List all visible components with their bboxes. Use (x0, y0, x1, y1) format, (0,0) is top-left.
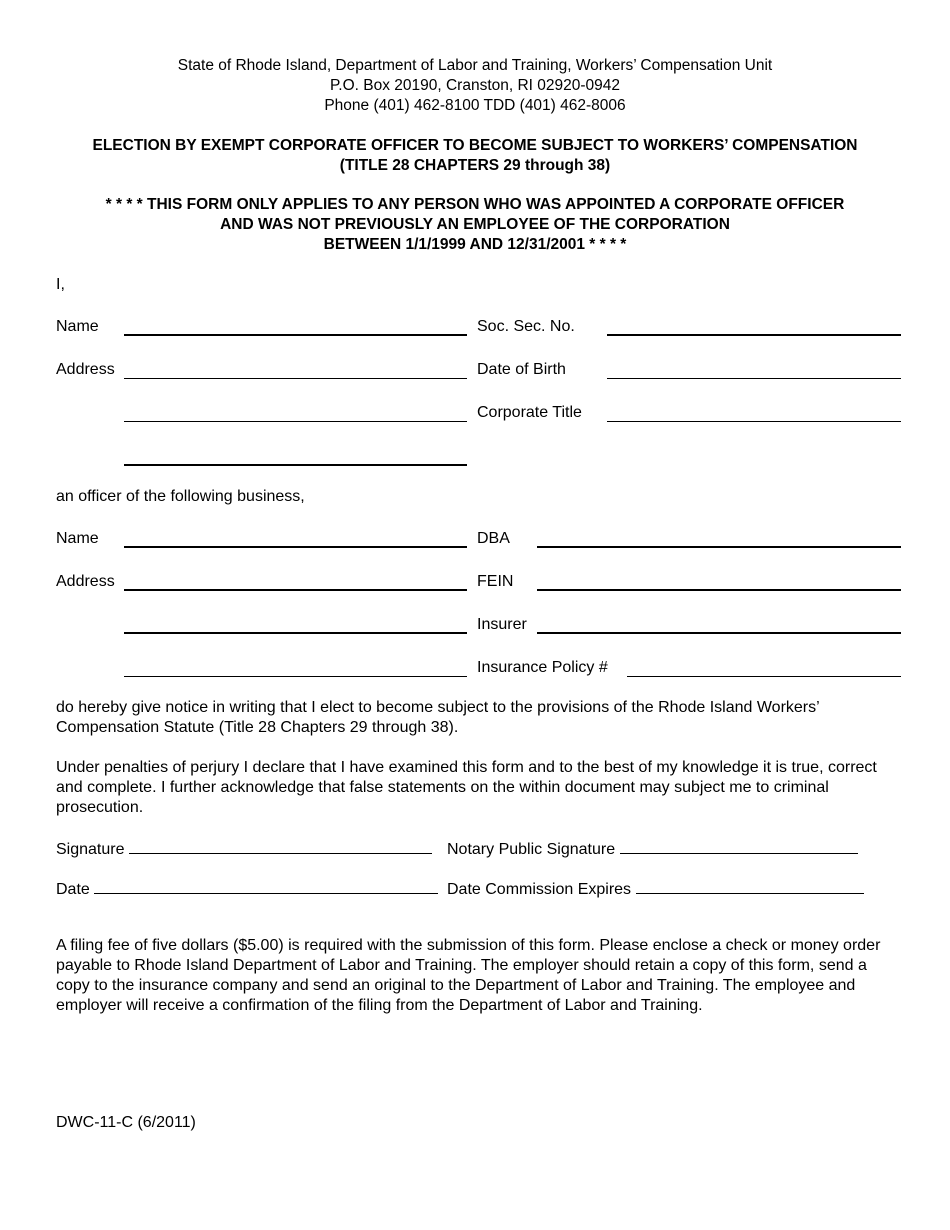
business-insurer-label: Insurer (477, 616, 527, 633)
business-address-field-1[interactable] (124, 589, 467, 591)
notice-line-1: * * * * THIS FORM ONLY APPLIES TO ANY PERSON WHO WAS APPOINTED A CORPORATE OFFICER (105, 196, 845, 213)
perjury-statement: Under penalties of perjury I declare that I have examined this form and to the best of my knowledge it is true, correct and complete. I further acknowledge that false statements on the within document may subject me to criminal prosecution. (56, 759, 877, 816)
officer-dob-field[interactable] (607, 378, 901, 379)
commission-row (447, 877, 864, 900)
business-dba-field[interactable] (537, 546, 901, 548)
business-address-field-2[interactable] (124, 632, 467, 634)
business-fein-field[interactable] (537, 589, 901, 591)
business-fein-label: FEIN (477, 573, 514, 590)
business-address-field-3[interactable] (124, 676, 467, 677)
officer-title-field[interactable] (607, 421, 901, 422)
business-address-label: Address (56, 573, 115, 590)
signature-field[interactable] (129, 837, 432, 854)
business-insurer-field[interactable] (537, 632, 901, 634)
header-address: P.O. Box 20190, Cranston, RI 02920-0942 (329, 77, 621, 94)
date-row (56, 877, 438, 900)
business-policy-label: Insurance Policy # (477, 659, 608, 676)
officer-name-field[interactable] (124, 334, 467, 336)
officer-address-label: Address (56, 361, 115, 378)
date-field[interactable] (94, 877, 438, 894)
commission-expires-label: Date Commission Expires (447, 881, 632, 898)
election-statement: do hereby give notice in writing that I elect to become subject to the provisions of the Rhode Island Workers’ Compensation Statute (Title 28 Chapters 29 through 38). (56, 699, 820, 736)
signature-label: Signature (56, 841, 125, 858)
officer-address-field-3[interactable] (124, 464, 467, 466)
notice-line-2: AND WAS NOT PREVIOUSLY AN EMPLOYEE OF THE CORPORATION (220, 216, 730, 233)
business-policy-field[interactable] (627, 676, 901, 677)
form-title: ELECTION BY EXEMPT CORPORATE OFFICER TO BECOME SUBJECT TO WORKERS’ COMPENSATION (92, 137, 858, 154)
business-name-field[interactable] (124, 546, 467, 548)
notary-row (447, 837, 858, 860)
date-label: Date (56, 881, 90, 898)
form-id: DWC-11-C (6/2011) (56, 1114, 196, 1131)
form-subtitle: (TITLE 28 CHAPTERS 29 through 38) (339, 157, 611, 174)
business-dba-label: DBA (477, 530, 510, 547)
signature-row (56, 837, 432, 860)
officer-ssn-field[interactable] (607, 334, 901, 336)
notary-signature-label: Notary Public Signature (447, 841, 616, 858)
officer-dob-label: Date of Birth (477, 361, 566, 378)
officer-intro: I, (56, 276, 65, 293)
officer-title-label: Corporate Title (477, 404, 582, 421)
filing-fee-note: A filing fee of five dollars ($5.00) is required with the submission of this form. Please enclose a check or money order payable to Rhode Island Department of Labor and Training. The employer should retain a copy of this form, send a copy to the insurance company and send an original to the Department of Labor and Training. The employee and employer will receive a confirmation of the filing from the Department of Labor and Training. (56, 937, 881, 1014)
header-agency: State of Rhode Island, Department of Labor and Training, Workers’ Compensation Unit (177, 57, 773, 74)
business-name-label: Name (56, 530, 99, 547)
officer-name-label: Name (56, 318, 99, 335)
commission-expires-field[interactable] (636, 877, 864, 894)
officer-address-field-1[interactable] (124, 378, 467, 379)
header-phone: Phone (401) 462-8100 TDD (401) 462-8006 (324, 97, 626, 114)
officer-address-field-2[interactable] (124, 421, 467, 422)
business-intro: an officer of the following business, (56, 488, 305, 505)
notary-signature-field[interactable] (620, 837, 858, 854)
notice-line-3: BETWEEN 1/1/1999 AND 12/31/2001 * * * * (323, 236, 627, 253)
officer-ssn-label: Soc. Sec. No. (477, 318, 575, 335)
